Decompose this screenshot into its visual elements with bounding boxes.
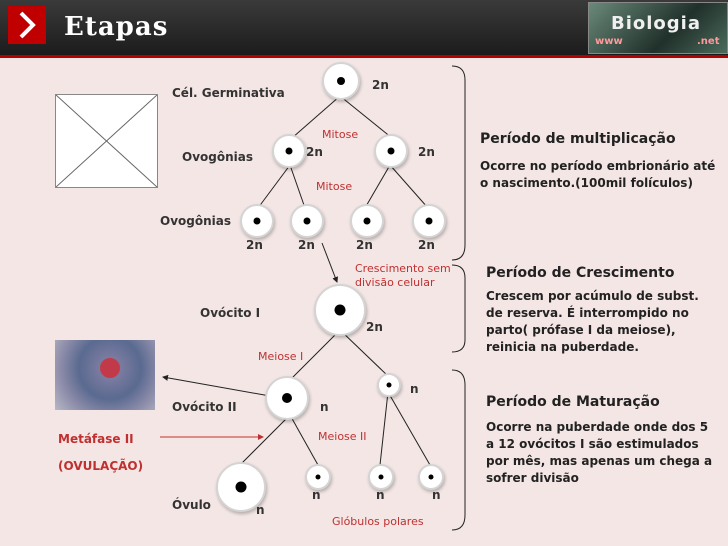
ploidy-label: n bbox=[376, 488, 385, 502]
germ-cell bbox=[322, 62, 360, 100]
ovogonia-cell bbox=[272, 134, 306, 168]
ploidy-label: 2n bbox=[418, 238, 435, 252]
ploidy-label: n bbox=[432, 488, 441, 502]
label-ovocito-i: Ovócito I bbox=[200, 306, 261, 320]
label-ovulo: Óvulo bbox=[172, 498, 211, 512]
ovogonia-cell bbox=[350, 204, 384, 238]
polar-body-cell bbox=[305, 464, 331, 490]
ploidy-label: 2n bbox=[418, 145, 435, 159]
ovogonia-cell bbox=[240, 204, 274, 238]
label-ovulacao: (OVULAÇÃO) bbox=[58, 459, 144, 473]
label-meiose-ii: Meiose II bbox=[318, 430, 367, 443]
label-ovocito-ii: Ovócito II bbox=[172, 400, 237, 414]
logo-www: www bbox=[595, 36, 623, 47]
label-meiose-i: Meiose I bbox=[258, 350, 304, 363]
period-maturacao-desc: Ocorre na puberdade onde dos 5 a 12 ovócitos I são estimulados por mês, mas apenas um chega a sofrer divisão bbox=[486, 420, 713, 485]
ploidy-label: n bbox=[320, 400, 329, 414]
label-ovogonias: Ovogônias bbox=[160, 214, 231, 228]
period-crescimento-title: Período de Crescimento bbox=[486, 265, 675, 281]
ploidy-label: 2n bbox=[306, 145, 323, 159]
label-globulos-polares: Glóbulos polares bbox=[332, 515, 424, 528]
label-cel-germinativa: Cél. Germinativa bbox=[172, 86, 285, 100]
ovogonia-cell bbox=[412, 204, 446, 238]
polar-body-cell bbox=[418, 464, 444, 490]
logo-text: Biologia bbox=[611, 13, 701, 34]
ploidy-label: n bbox=[410, 382, 419, 396]
ploidy-label: 2n bbox=[246, 238, 263, 252]
label-crescimento-2: divisão celular bbox=[355, 276, 435, 289]
ovogonia-cell bbox=[290, 204, 324, 238]
period-multiplicacao-title: Período de multiplicação bbox=[480, 131, 676, 147]
ovocito-i-cell bbox=[314, 284, 366, 336]
ovocito-ii-cell bbox=[265, 376, 309, 420]
period-multiplicacao-desc: Ocorre no período embrionário até o nascimento.(100mil folículos) bbox=[480, 159, 716, 190]
logo-net: .net bbox=[697, 36, 720, 47]
label-ovogonias: Ovogônias bbox=[182, 150, 253, 164]
ploidy-label: 2n bbox=[298, 238, 315, 252]
page-title: Etapas bbox=[64, 12, 169, 42]
label-crescimento: Crescimento sem bbox=[355, 262, 451, 275]
ploidy-label: n bbox=[256, 503, 265, 517]
ploidy-label: 2n bbox=[372, 78, 389, 92]
label-mitose: Mitose bbox=[316, 180, 353, 193]
label-metafase-ii: Metáfase II bbox=[58, 432, 134, 446]
ploidy-label: n bbox=[312, 488, 321, 502]
label-mitose: Mitose bbox=[322, 128, 359, 141]
polar-body-cell bbox=[368, 464, 394, 490]
period-crescimento-desc: Crescem por acúmulo de subst. de reserva. É interrompido no parto( prófase I da meiose), reinicia na puberdade. bbox=[486, 289, 699, 354]
ovogonia-cell bbox=[374, 134, 408, 168]
period-maturacao-title: Período de Maturação bbox=[486, 394, 660, 410]
polar-body-cell bbox=[377, 373, 401, 397]
ploidy-label: 2n bbox=[366, 320, 383, 334]
ploidy-label: 2n bbox=[356, 238, 373, 252]
